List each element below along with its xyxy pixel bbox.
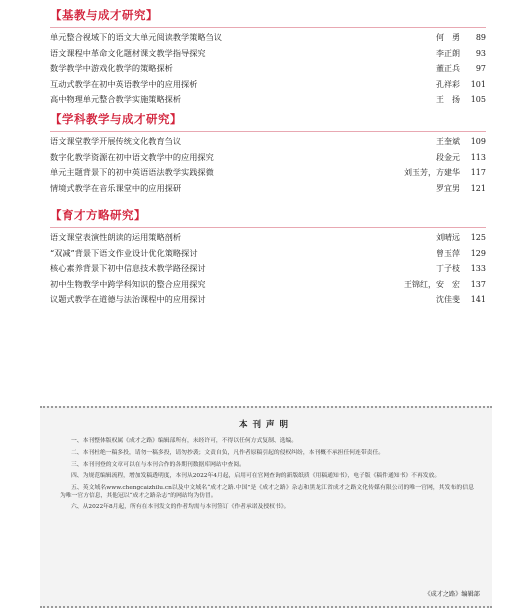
section-subject-teaching bbox=[50, 111, 486, 196]
entry-page: 117 bbox=[470, 168, 486, 178]
toc-entry[interactable] bbox=[50, 181, 486, 197]
section-divider bbox=[50, 27, 486, 28]
toc-entry[interactable] bbox=[50, 277, 486, 293]
toc-entry[interactable] bbox=[50, 46, 486, 62]
entry-page: 109 bbox=[470, 137, 486, 146]
entry-page: 89 bbox=[475, 33, 486, 42]
entry-author: 何 勇 bbox=[436, 33, 460, 42]
section-divider bbox=[50, 227, 486, 228]
statement-signature: 《成才之路》编辑部 bbox=[424, 591, 480, 598]
statement-paragraph: 一、本刊整体版权属《成才之路》编辑部所有，未经许可，不得以任何方式复制、选编。 bbox=[71, 438, 298, 444]
entry-title: “双减”背景下语文作业设计优化策略探讨 bbox=[50, 247, 198, 258]
entry-page: 125 bbox=[470, 233, 486, 242]
entry-page: 137 bbox=[470, 279, 486, 289]
statement-title: 本刊声明 bbox=[238, 420, 293, 430]
entry-title: 语文课堂教学开展传统文化教育刍议 bbox=[50, 136, 182, 146]
toc-entry[interactable] bbox=[50, 77, 486, 93]
section-title: 【育才方略研究】 bbox=[50, 208, 146, 222]
section-title: 【学科教学与成才研究】 bbox=[50, 112, 182, 126]
entry-author: 王奎斌 bbox=[436, 137, 460, 146]
entry-author: 刘晴远 bbox=[436, 233, 460, 242]
entry-title: 语文课程中革命文化题材课文教学指导探究 bbox=[50, 47, 206, 58]
entry-title: 互动式教学在初中英语教学中的应用探析 bbox=[50, 78, 198, 89]
entry-author: 丁子枝 bbox=[436, 264, 460, 274]
toc-entry[interactable] bbox=[50, 150, 486, 166]
toc-entry[interactable] bbox=[50, 292, 486, 308]
statement-paragraph: 六、从2022年8月起，所有在本刊发文的作者均需与本刊签订《作者承诺及授权书》。 bbox=[71, 504, 290, 511]
entry-page: 93 bbox=[475, 48, 486, 58]
entry-title: 高中物理单元整合教学实施策略探析 bbox=[50, 94, 182, 105]
statement-paragraph: 二、本刊杜绝一稿多投，请勿一稿多投，请勿抄袭；文责自负，凡作者原稿引起的侵权纠纷，本刊概不承担任何连带责任。 bbox=[71, 449, 385, 456]
toc-entry[interactable] bbox=[50, 165, 486, 181]
entry-title: 议题式教学在道德与法治课程中的应用探讨 bbox=[50, 294, 206, 305]
statement-body bbox=[60, 438, 474, 516]
entry-title: 数字化教学资源在初中语文教学中的应用探究 bbox=[50, 151, 214, 162]
entry-author: 王 扬 bbox=[436, 95, 460, 105]
toc-entry[interactable] bbox=[50, 134, 486, 150]
entry-page: 121 bbox=[470, 183, 486, 193]
entry-title: 数学教学中游戏化教学的策略探析 bbox=[50, 63, 173, 74]
section-talent-strategy bbox=[50, 207, 486, 308]
toc-entry[interactable] bbox=[50, 246, 486, 262]
section-basic-education bbox=[50, 7, 486, 108]
entry-author: 孔祥彩 bbox=[436, 79, 460, 89]
entry-author: 沈佳斐 bbox=[436, 295, 460, 305]
entry-page: 129 bbox=[470, 248, 486, 258]
entry-author: 段金元 bbox=[436, 152, 460, 162]
entry-title: 语文课堂表演性朗读的运用策略剖析 bbox=[50, 232, 182, 242]
entry-page: 101 bbox=[470, 79, 486, 89]
entry-page: 105 bbox=[470, 95, 486, 105]
entry-author: 李正朗 bbox=[436, 48, 460, 58]
entry-title: 单元整合视域下的语文大单元阅读教学策略刍议 bbox=[50, 32, 222, 42]
toc-entry[interactable] bbox=[50, 30, 486, 46]
entry-page: 141 bbox=[470, 295, 486, 305]
toc-entry[interactable] bbox=[50, 230, 486, 246]
statement-paragraph: 五、英文域名www.chengcaizhilu.cn以及中文域名“成才之路.中国”是《成才之路》杂志和黑龙江省成才之路文化传媒有限公司的唯一官网，其发布的信息为唯一官方信息，其他冠以“成才之路杂志”的网站均为仿冒。 bbox=[60, 485, 474, 499]
entry-title: 初中生物教学中跨学科知识的整合应用探究 bbox=[50, 278, 206, 289]
entry-title: 核心素养背景下初中信息技术教学路径探讨 bbox=[50, 263, 206, 274]
entry-author: 刘玉芳，方建华 bbox=[404, 168, 460, 178]
journal-statement-box bbox=[40, 406, 492, 608]
entry-page: 133 bbox=[470, 264, 486, 274]
entry-title: 单元主题背景下的初中英语语法教学实践探微 bbox=[50, 167, 214, 178]
entry-page: 97 bbox=[475, 64, 486, 74]
statement-paragraph: 三、本刊刊登的文章可以在与本刊合作的各期刊数据库网站中查阅。 bbox=[71, 461, 245, 468]
entry-author: 罗宜男 bbox=[436, 183, 460, 193]
entry-author: 曾玉萍 bbox=[436, 248, 460, 258]
section-title: 【基教与成才研究】 bbox=[50, 8, 158, 22]
statement-paragraph: 四、为规范编辑流程，增加发稿透明度，本刊从2022年4月起，启用可在官网查询的新版纸质《用稿通知书》，电子版《稿件通知书》不再发放。 bbox=[71, 473, 441, 480]
toc-entry[interactable] bbox=[50, 92, 486, 108]
entry-author: 王锦红，安 宏 bbox=[404, 279, 460, 289]
entry-author: 董正兵 bbox=[436, 64, 460, 74]
toc-entry[interactable] bbox=[50, 61, 486, 77]
section-divider bbox=[50, 131, 486, 132]
toc-entry[interactable] bbox=[50, 261, 486, 277]
entry-title: 情境式教学在音乐课堂中的应用探研 bbox=[50, 182, 182, 193]
entry-page: 113 bbox=[470, 152, 486, 162]
